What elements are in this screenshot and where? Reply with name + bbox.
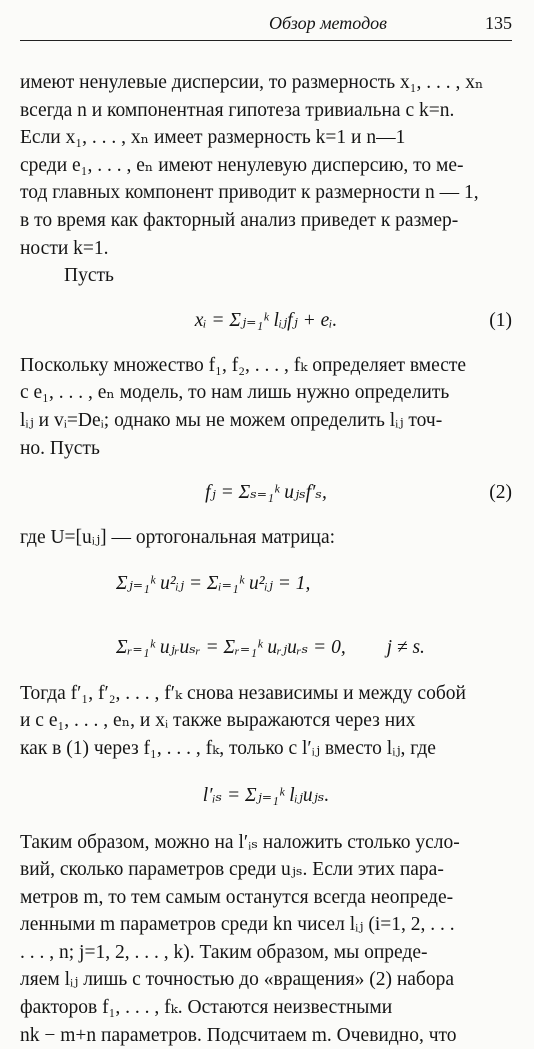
running-header — [20, 10, 512, 38]
text-line: с e₁, . . . , eₙ модель, то нам лишь нужно определить — [20, 379, 512, 407]
paragraph-3 — [20, 352, 512, 462]
equation-3-body: l′ᵢₛ = Σⱼ₌₁ᵏ lᵢⱼuⱼₛ. — [203, 785, 329, 806]
text-line: Если x₁, . . . , xₙ имеет размерность k=1 и n—1 — [20, 124, 512, 152]
equation-2-number: (2) — [489, 462, 512, 524]
text-line: всегда n и компонентная гипотеза тривиальна с k=n. — [20, 97, 512, 125]
text-line: nk − m+n параметров. Подсчитаем m. Очевидно, что — [20, 1022, 512, 1049]
paragraph-6 — [20, 829, 512, 1049]
orthogonality-system — [20, 552, 512, 680]
text-line: ляем lᵢⱼ лишь с точностью до «вращения» (2) набора — [20, 966, 512, 994]
text-line: тод главных компонент приводит к размерности n — 1, — [20, 179, 512, 207]
text-line: и с e₁, . . . , eₙ, и xᵢ также выражаются через них — [20, 707, 512, 735]
header-rule — [20, 40, 512, 41]
equation-2 — [20, 462, 512, 524]
paragraph-1 — [20, 69, 512, 262]
text-line: ности k=1. — [20, 235, 512, 263]
text-line: факторов f₁, . . . , fₖ. Остаются неизвестными — [20, 994, 512, 1022]
paragraph-2: Пусть — [20, 262, 512, 290]
text-line: Таким образом, можно на l′ᵢₛ наложить столько усло- — [20, 829, 512, 857]
paragraph-4: где U=[uᵢⱼ] — ортогональная матрица: — [20, 524, 512, 552]
system-line-2 — [116, 616, 512, 680]
text-line: . . . , n; j=1, 2, . . . , k). Таким образом, мы опреде- — [20, 939, 512, 967]
system-line-1: Σⱼ₌₁ᵏ u²ᵢⱼ = Σᵢ₌₁ᵏ u²ᵢⱼ = 1, — [116, 552, 512, 616]
text-line: вий, сколько параметров среди uⱼₛ. Если этих пара- — [20, 856, 512, 884]
text-line: Поскольку множество f₁, f₂, . . . , fₖ определяет вместе — [20, 352, 512, 380]
text-line: имеют ненулевые дисперсии, то размерность x₁, . . . , xₙ — [20, 69, 512, 97]
equation-2-body: fⱼ = Σₛ₌₁ᵏ uⱼₛf′ₛ, — [205, 482, 327, 503]
equation-1 — [20, 290, 512, 352]
text-line: в то время как факторный анализ приведет к размер- — [20, 207, 512, 235]
text-line: Тогда f′₁, f′₂, . . . , f′ₖ снова независимы и между собой — [20, 680, 512, 708]
system-line-2-condition: j ≠ s. — [387, 637, 425, 658]
running-title: Обзор методов — [269, 10, 387, 38]
page-number: 135 — [485, 10, 512, 38]
system-line-2-body: Σᵣ₌₁ᵏ uⱼᵣuₛᵣ = Σᵣ₌₁ᵏ uᵣⱼuᵣₛ = 0, — [116, 637, 346, 658]
text-line: ленными m параметров среди kn чисел lᵢⱼ (i=1, 2, . . . — [20, 911, 512, 939]
text-line: метров m, то тем самым останутся всегда неопреде- — [20, 884, 512, 912]
text-line: но. Пусть — [20, 435, 512, 463]
equation-1-body: xᵢ = Σⱼ₌₁ᵏ lᵢⱼfⱼ + eᵢ. — [195, 310, 338, 331]
text-line: lᵢⱼ и vᵢ=Deᵢ; однако мы не можем определить lᵢⱼ точ- — [20, 407, 512, 435]
text-line: как в (1) через f₁, . . . , fₖ, только с l′ᵢⱼ вместо lᵢⱼ, где — [20, 735, 512, 763]
paragraph-5 — [20, 680, 512, 763]
equation-1-number: (1) — [489, 290, 512, 352]
text-line: среди e₁, . . . , eₙ имеют ненулевую дисперсию, то ме- — [20, 152, 512, 180]
equation-3 — [20, 763, 512, 829]
